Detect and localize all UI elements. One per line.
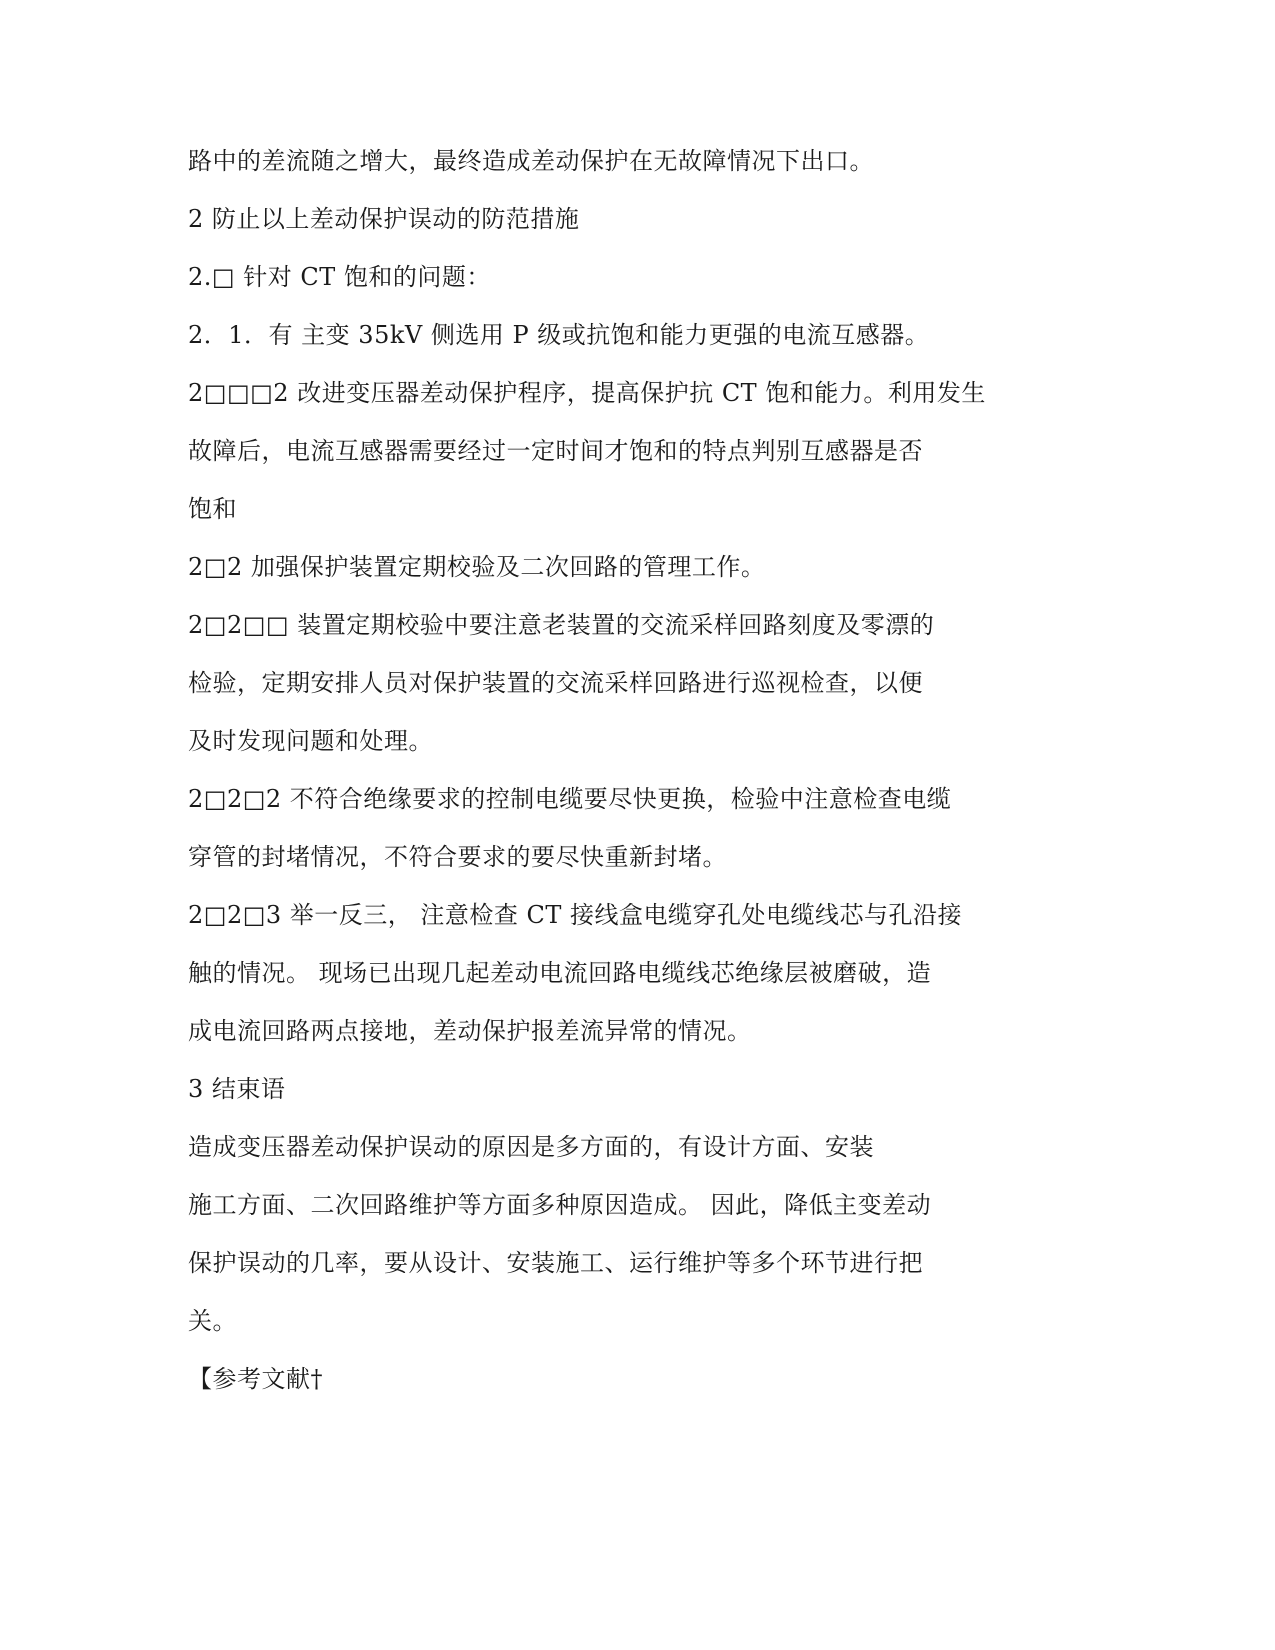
subsection-heading: 2.□ 针对 CT 饱和的问题： [188, 263, 491, 291]
text-line: 关。 [188, 1307, 237, 1335]
text-line: 路中的差流随之增大，最终造成差动保护在无故障情况下出口。 [188, 147, 874, 175]
text-line: 2□2□2 不符合绝缘要求的控制电缆要尽快更换，检验中注意检查电缆 [188, 785, 952, 813]
text-line: 保护误动的几率，要从设计、安装施工、运行维护等多个环节进行把 [188, 1249, 923, 1277]
text-line: 饱和 [188, 495, 237, 523]
text-line: 穿管的封堵情况，不符合要求的要尽快重新封堵。 [188, 843, 727, 871]
references-heading: 【参考文献† [188, 1365, 323, 1393]
text-line: 及时发现问题和处理。 [188, 727, 433, 755]
text-line: 2．1．有 主变 35kV 侧选用 P 级或抗饱和能力更强的电流互感器。 [188, 321, 930, 349]
section-heading: 2 防止以上差动保护误动的防范措施 [188, 205, 580, 233]
text-line: 触的情况。 现场已出现几起差动电流回路电缆线芯绝缘层被磨破，造 [188, 959, 932, 987]
text-line: 成电流回路两点接地，差动保护报差流异常的情况。 [188, 1017, 752, 1045]
text-line: 2□□□2 改进变压器差动保护程序，提高保护抗 CT 饱和能力。利用发生 [188, 379, 986, 407]
section-heading: 3 结束语 [188, 1075, 286, 1103]
text-line: 故障后，电流互感器需要经过一定时间才饱和的特点判别互感器是否 [188, 437, 923, 465]
subsection-heading: 2□2 加强保护装置定期校验及二次回路的管理工作。 [188, 553, 766, 581]
text-line: 2□2□3 举一反三， 注意检查 CT 接线盒电缆穿孔处电缆线芯与孔沿接 [188, 901, 963, 929]
text-line: 2□2□□ 装置定期校验中要注意老装置的交流采样回路刻度及零漂的 [188, 611, 935, 639]
text-line: 造成变压器差动保护误动的原因是多方面的，有设计方面、安装 [188, 1133, 874, 1161]
text-line: 施工方面、二次回路维护等方面多种原因造成。 因此，降低主变差动 [188, 1191, 932, 1219]
text-line: 检验，定期安排人员对保护装置的交流采样回路进行巡视检查，以便 [188, 669, 923, 697]
